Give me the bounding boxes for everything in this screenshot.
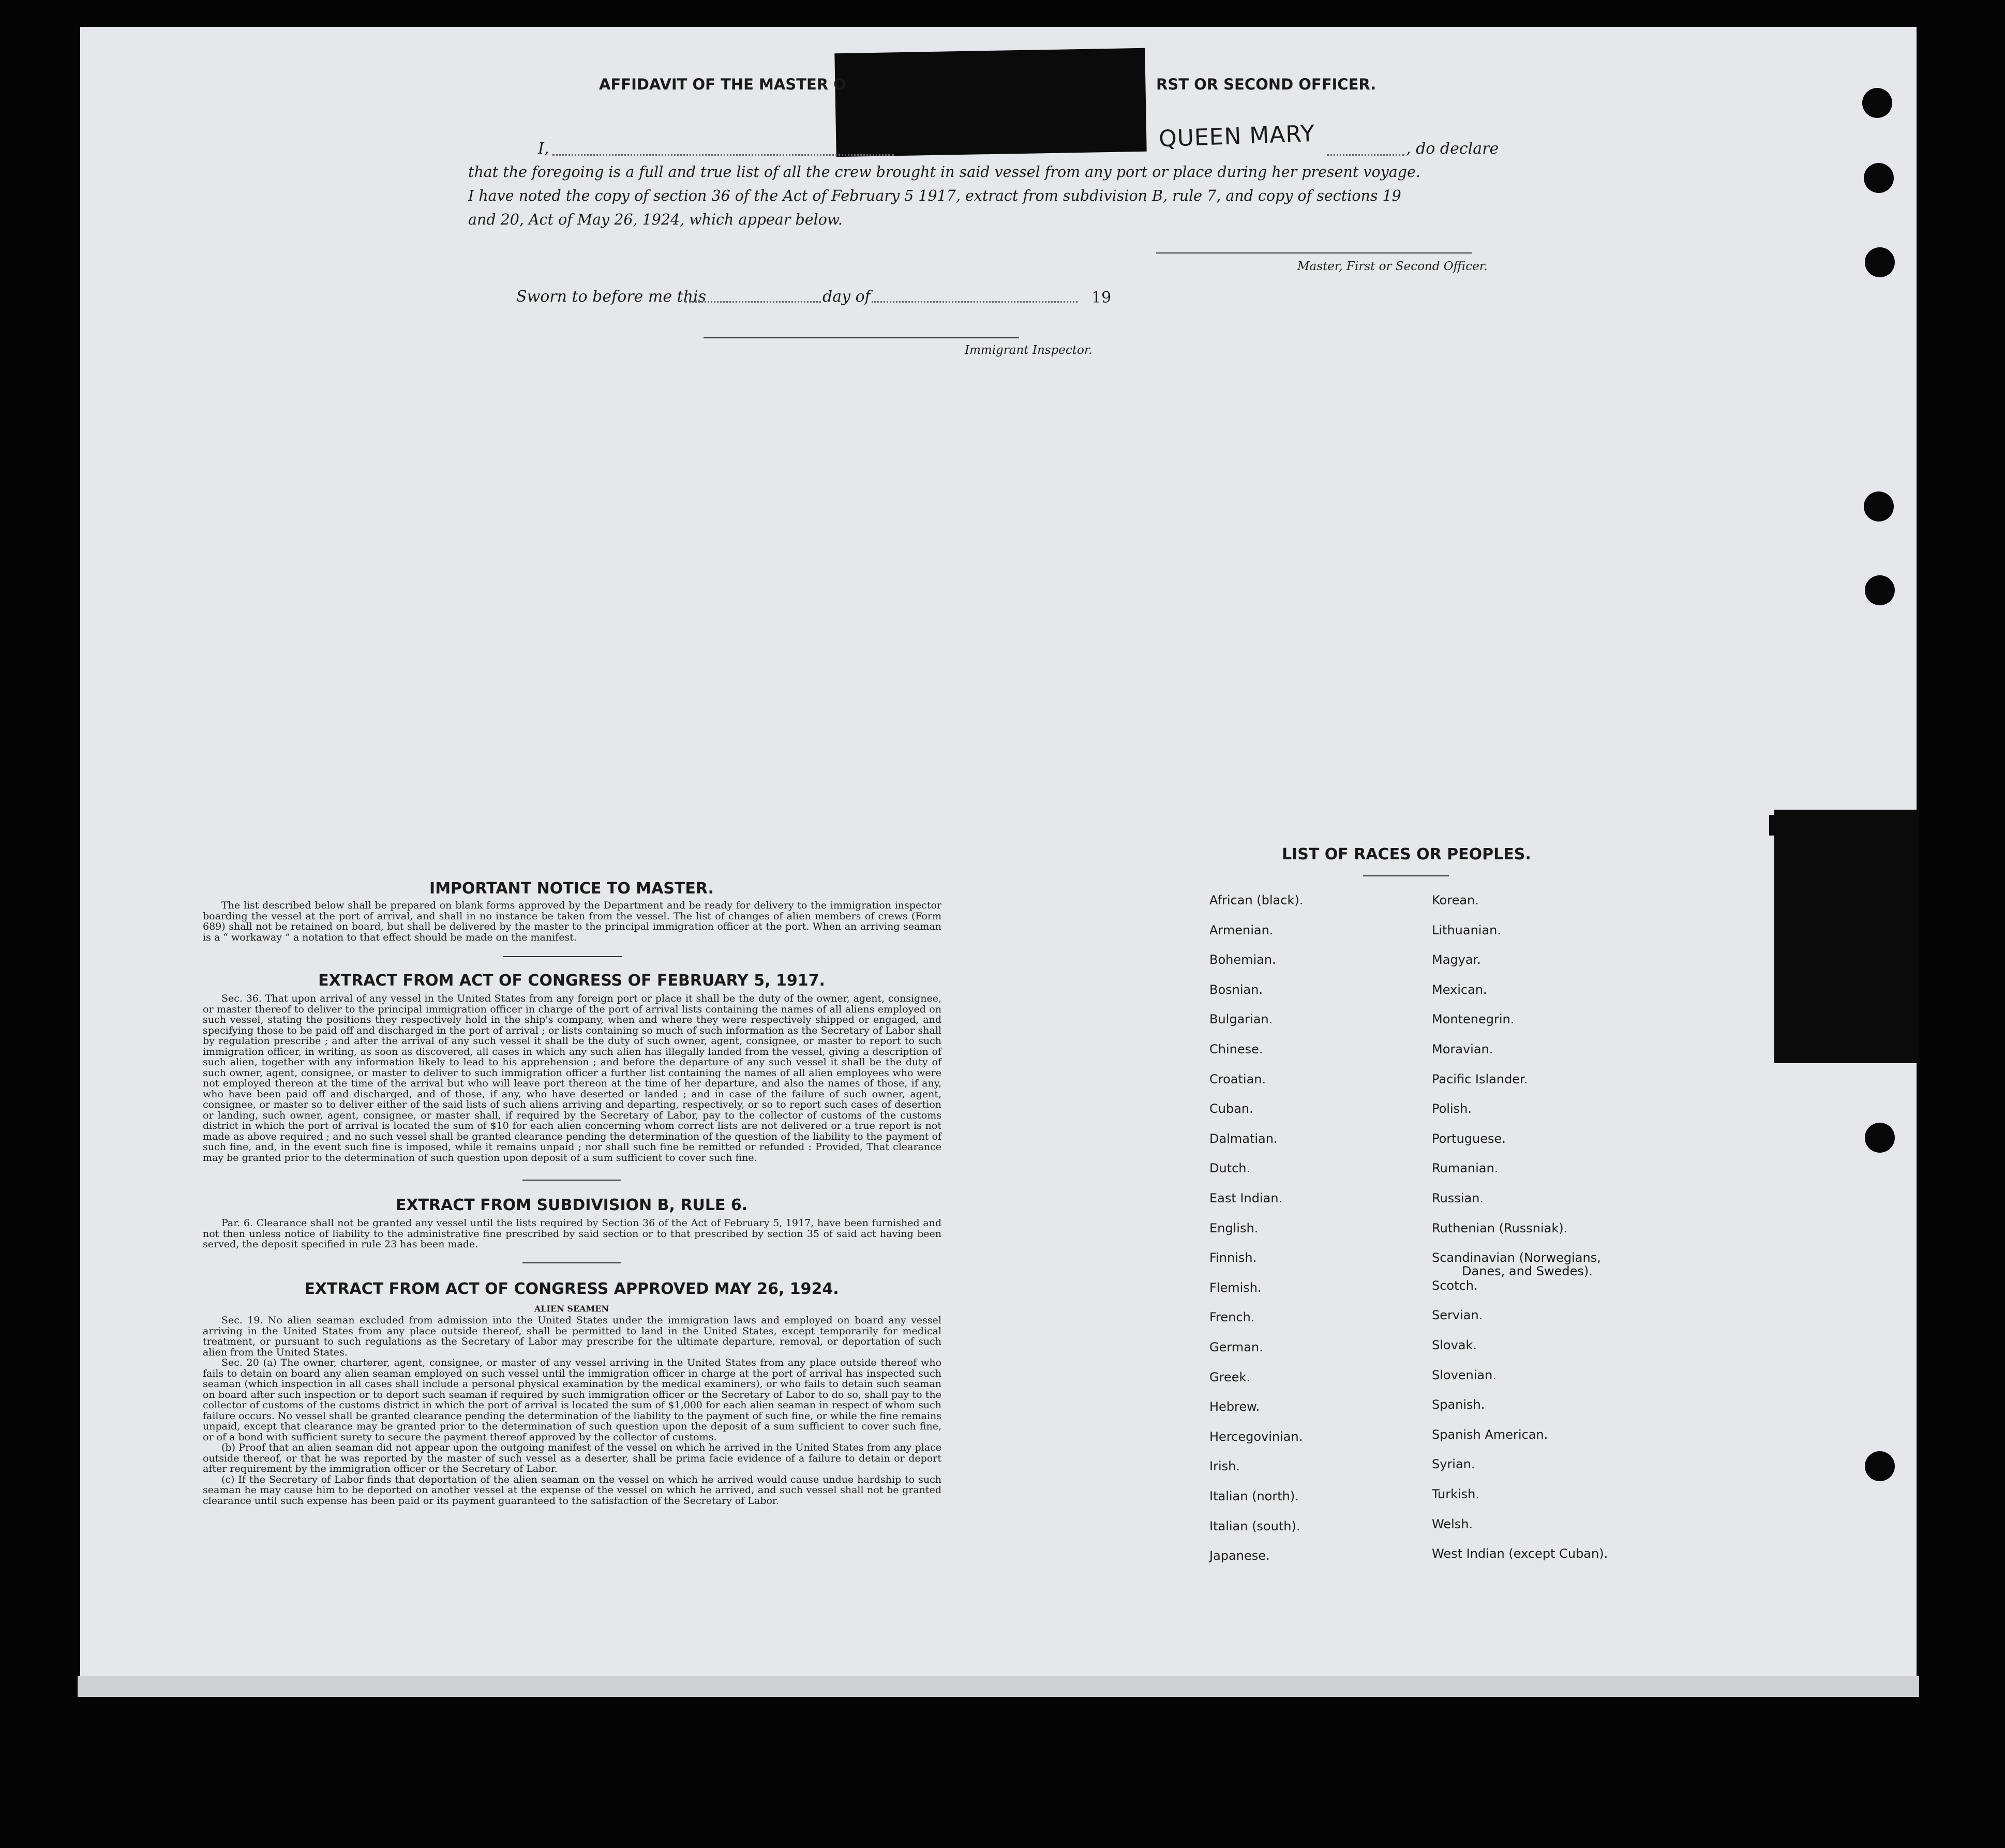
race-item: Magyar.	[1432, 952, 1481, 967]
redaction-strip	[834, 48, 1146, 157]
page-edge	[78, 1676, 1919, 1697]
alien-seamen-subtitle: ALIEN SEAMEN	[534, 1304, 609, 1314]
race-item: Chinese.	[1209, 1042, 1263, 1056]
notice-text	[203, 900, 941, 943]
race-item: Servian.	[1432, 1308, 1483, 1323]
race-item: Mexican.	[1432, 982, 1487, 997]
section-divider	[522, 1262, 621, 1263]
race-item: Hercegovinian.	[1209, 1429, 1303, 1444]
race-item: Bosnian.	[1209, 982, 1263, 997]
race-item: Flemish.	[1209, 1280, 1262, 1295]
race-item: Armenian.	[1209, 922, 1274, 937]
race-item: Hebrew.	[1209, 1399, 1260, 1414]
races-title-underline	[1363, 875, 1449, 876]
race-item: Turkish.	[1432, 1487, 1480, 1501]
race-item: Polish.	[1432, 1101, 1472, 1116]
punch-hole	[1865, 247, 1895, 277]
race-item: Portuguese.	[1432, 1131, 1506, 1146]
section-divider	[503, 956, 622, 957]
race-item: Italian (south).	[1209, 1518, 1300, 1533]
punch-hole	[1865, 575, 1895, 605]
race-item: Greek.	[1209, 1369, 1250, 1384]
affidavit-declare: , do declare	[1406, 140, 1499, 158]
redaction-tab	[1774, 810, 1919, 1063]
punch-hole	[1865, 1123, 1895, 1153]
extract-1924-title: EXTRACT FROM ACT OF CONGRESS APPROVED MAY 26, 1924.	[304, 1280, 839, 1298]
rule-6-title: EXTRACT FROM SUBDIVISION B, RULE 6.	[395, 1196, 748, 1214]
sworn-month-line	[872, 301, 1078, 303]
affidavit-name-line	[552, 154, 894, 156]
extract-1924-text	[203, 1315, 941, 1506]
race-item: Spanish American.	[1432, 1427, 1548, 1442]
race-item: French.	[1209, 1310, 1255, 1325]
race-item: Russian.	[1432, 1191, 1484, 1205]
affidavit-title-right: RST OR SECOND OFFICER.	[1156, 76, 1376, 93]
inspector-label: Immigrant Inspector.	[965, 344, 1093, 357]
race-item: Finnish.	[1209, 1250, 1257, 1265]
day-label: day of	[822, 288, 871, 306]
race-item-continuation: Danes, and Swedes).	[1462, 1264, 1593, 1279]
notice-paragraph: The list described below shall be prepared on blank forms approved by the Department and be ready for delivery to the immigration inspector boarding the vessel at the port of arrival, and shall in no instance be taken from the vessel. The list of changes of alien members of crews (Form 689) shall not be retained on board, but shall be delivered by the master to the principal immigration officer at the port. When an arriving seaman is a “ workaway ” a notation to that effect should be made on the manifest.	[203, 900, 941, 943]
year-label: 19	[1091, 289, 1112, 307]
affidavit-i-label: I,	[538, 140, 549, 158]
race-item: African (black).	[1209, 893, 1304, 907]
race-item: Slovak.	[1432, 1338, 1477, 1352]
race-item: Slovenian.	[1432, 1367, 1497, 1382]
race-item: Dalmatian.	[1209, 1131, 1278, 1146]
race-item: Cuban.	[1209, 1101, 1253, 1116]
affidavit-line-1: that the foregoing is a full and true list of all the crew brought in said vessel from any port or place during her present voyage.	[468, 163, 1420, 181]
race-item: German.	[1209, 1340, 1263, 1354]
race-item: Ruthenian (Russniak).	[1432, 1220, 1568, 1235]
affidavit-line-3: and 20, Act of May 26, 1924, which appear below.	[468, 211, 843, 228]
race-item: Lithuanian.	[1432, 922, 1502, 937]
race-item: Rumanian.	[1432, 1161, 1499, 1176]
sec-20b-paragraph: (b) Proof that an alien seaman did not appear upon the outgoing manifest of the vessel on which he arrived in the United States from any place outside thereof, or that he was reported by the master of such vessel as a deserter, shall be prima facie evidence of a failure to detain or deport after requirement by the immigration officer or the Secretary of Labor.	[203, 1442, 941, 1474]
races-title: LIST OF RACES OR PEOPLES.	[1282, 845, 1531, 863]
race-item: Scotch.	[1432, 1278, 1478, 1293]
race-item: Italian (north).	[1209, 1489, 1299, 1503]
race-item: Dutch.	[1209, 1161, 1251, 1176]
race-item: Spanish.	[1432, 1397, 1485, 1412]
inspector-signature-line	[704, 337, 1019, 338]
extract-1917-text	[203, 993, 941, 1163]
race-item: Japanese.	[1209, 1548, 1270, 1563]
affidavit-name-line-right	[1327, 154, 1404, 156]
affidavit-title-left: AFFIDAVIT OF THE MASTER O	[599, 76, 846, 93]
redaction-tab-tip	[1769, 815, 1779, 836]
sworn-label: Sworn to before me this	[516, 288, 707, 306]
notice-title: IMPORTANT NOTICE TO MASTER.	[429, 880, 714, 898]
race-item: Bulgarian.	[1209, 1012, 1273, 1027]
race-item: Bohemian.	[1209, 952, 1276, 967]
sworn-day-line	[685, 301, 821, 303]
race-item: Croatian.	[1209, 1071, 1266, 1086]
affidavit-line-2: I have noted the copy of section 36 of the Act of February 5 1917, extract from subdivision B, rule 7, and copy of sections 19	[468, 187, 1401, 204]
race-item: English.	[1209, 1220, 1259, 1235]
punch-hole	[1864, 163, 1894, 193]
rule-6-text	[203, 1218, 941, 1250]
race-item: Pacific Islander.	[1432, 1071, 1528, 1086]
punch-hole	[1862, 88, 1892, 118]
punch-hole	[1865, 1451, 1895, 1481]
race-item: Irish.	[1209, 1459, 1240, 1474]
sec-36-paragraph: Sec. 36. That upon arrival of any vessel in the United States from any foreign port or place it shall be the duty of the owner, agent, consignee, or master thereof to deliver to the principal immigration officer in charge of the port of arrival lists containing the names of all aliens employed on such vessel, stating the positions they respectively hold in the ship's company, when and where they were respectively shipped or engaged, and specifying those to be paid off and discharged in the port of arrival ; or lists containing so much of such information as the Secretary of Labor shall by regulation prescribe ; and after the arrival of any such vessel it shall be the duty of such owner, agent, consignee, or master to report to such immigration officer, in writing, as soon as discovered, all cases in which any such alien has illegally landed from the vessel, giving a description of such alien, together with any information likely to lead to his apprehension ; and before the departure of any such vessel it shall be the duty of such owner, agent, consignee, or master to deliver to such immigration officer a further list containing the names of all alien employees who were not employed thereon at the time of the arrival but who will leave port thereon at the time of her departure, and also the names of those, if any, who have been paid off and discharged, and of those, if any, who have deserted or landed ; and in case of the failure of such owner, agent, consignee, or master so to deliver either of the said lists of such aliens arriving and departing, respectively, or so to report such cases of desertion or landing, such owner, agent, consignee, or master shall, if required by the Secretary of Labor, pay to the collector of customs of the customs district in which the port of arrival is located the sum of $10 for each alien concerning whom correct lists are not delivered or a true report is not made as above required ; and no such vessel shall be granted clearance pending the determination of the question of the liability to the payment of such fine, and, in the event such fine is imposed, while it remains unpaid ; nor shall such fine be remitted or refunded : Provided, That clearance may be granted prior to the determination of such question upon deposit of a sum sufficient to cover such fine.	[203, 993, 941, 1164]
race-item: Montenegrin.	[1432, 1012, 1515, 1027]
master-signature-line	[1156, 252, 1472, 254]
race-item: Scandinavian (Norwegians,	[1432, 1250, 1601, 1265]
sec-20c-paragraph: (c) If the Secretary of Labor finds that deportation of the alien seaman on the vessel on which he arrived would cause undue hardship to such seaman he may cause him to be deported on another vessel at the expense of the vessel on which he arrived, and such vessel shall not be granted clearance until such expense has been paid or its payment guaranteed to the satisfaction of the Secretary of Labor.	[203, 1473, 941, 1507]
punch-hole	[1864, 491, 1894, 521]
section-divider	[522, 1180, 621, 1181]
race-item: Korean.	[1432, 893, 1479, 907]
sec-20a-paragraph: Sec. 20 (a) The owner, charterer, agent, consignee, or master of any vessel arriving in the United States from any place outside thereof who fails to detain on board any alien seaman employed on such vessel until the immigration officer in charge at the port of arrival has inspected such seaman (which inspection in all cases shall include a personal physical examination by the medical examiners), or who fails to detain such seaman on board after such inspection or to deport such seaman if required by such immigration officer or the Secretary of Labor to do so, shall pay to the collector of customs of the customs district in which the port of arrival is located the sum of $1,000 for each alien seaman in respect of whom such failure occurs. No vessel shall be granted clearance pending the determination of the liability to the payment of such fine, or while the fine remains unpaid, except that clearance may be granted prior to the determination of such question upon the deposit of a sum sufficient to cover such fine, or of a bond with sufficient surety to secure the payment thereof approved by the collector of customs.	[203, 1357, 941, 1443]
race-item: Syrian.	[1432, 1457, 1475, 1472]
race-item: Welsh.	[1432, 1516, 1473, 1531]
race-item: Moravian.	[1432, 1042, 1493, 1056]
sec-19-paragraph: Sec. 19. No alien seaman excluded from admission into the United States under the immigration laws and employed on board any vessel arriving in the United States from any place outside thereof, shall be permitted to land in the United States, except temporarily for medical treatment, or pursuant to such regulations as the Secretary of Labor may prescribe for the ultimate departure, removal, or deportation of such alien from the United States.	[203, 1315, 941, 1358]
ship-name-stamp: QUEEN MARY	[1158, 120, 1315, 153]
master-signature-label: Master, First or Second Officer.	[1297, 260, 1488, 273]
race-item: West Indian (except Cuban).	[1432, 1546, 1608, 1561]
par-6-paragraph: Par. 6. Clearance shall not be granted any vessel until the lists required by Section 36 of the Act of February 5, 1917, have been furnished and not then unless notice of liability to the administrative fine prescribed by said section or to that prescribed by section 35 of said act having been served, the deposit specified in rule 23 has been made.	[203, 1217, 941, 1250]
extract-1917-title: EXTRACT FROM ACT OF CONGRESS OF FEBRUARY 5, 1917.	[318, 972, 825, 990]
race-item: East Indian.	[1209, 1191, 1283, 1205]
